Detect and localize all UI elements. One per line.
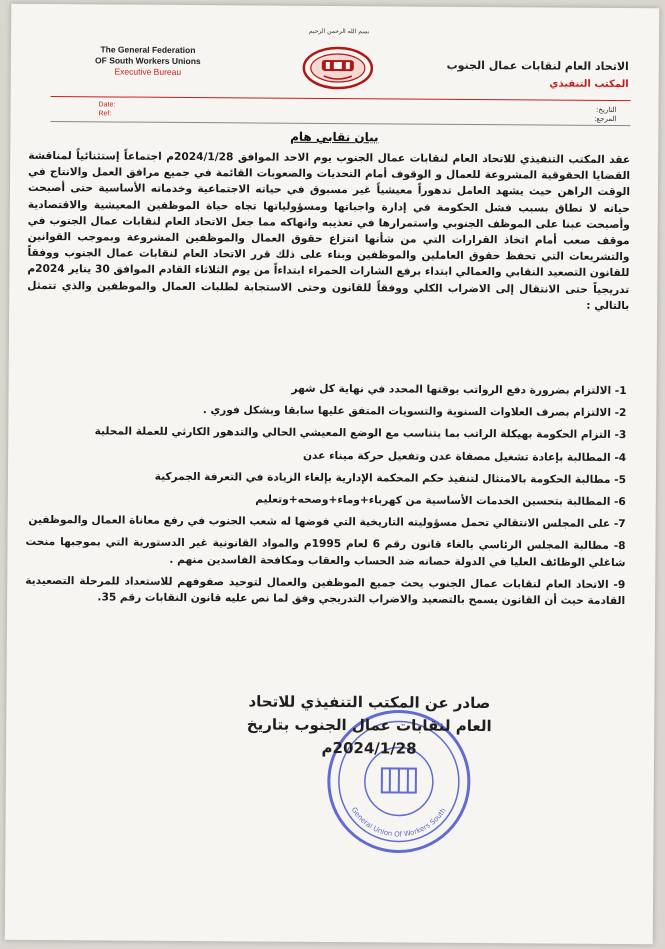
org-en-sub: Executive Bureau bbox=[114, 66, 182, 77]
federation-logo-icon bbox=[302, 46, 374, 91]
basmala: بسم الله الرحمن الرحيم bbox=[308, 27, 370, 36]
statement-title: بيان نقابي هام bbox=[290, 129, 379, 145]
org-name-english bbox=[63, 44, 233, 78]
statement-intro bbox=[27, 148, 630, 314]
svg-text:General Union Of Workers South bbox=[349, 806, 447, 839]
signature-line2: العام لنقابات عمال الجنوب بتاريخ 2024/1/28م bbox=[246, 715, 492, 758]
demand-item: 5- مطالبة الحكومة بالامتثال لتنفيذ حكم المحكمة الإدارية بإلغاء الزيادة في التعرفة الجمركية bbox=[154, 470, 627, 486]
demand-item: 6- المطالبة بتحسين الخدمات الأساسية من كهرباء+وماء+وصحه+وتعليم bbox=[255, 493, 626, 509]
ref-label-ar: المرجع: bbox=[594, 114, 617, 123]
intro-paragraph: عقد المكتب التنفيذي للاتحاد العام لنقابات عمال الجنوب يوم الاحد الموافق 2024/1/28م اجتماعاً إستثنائياً لمناقشة القضايا الحقوقية المشروعة للعمال و الوقوف أمام التحديات والصعوبات القائمة في جميع مرافق العمل والانتاج في الوقت الراهن حيث يشهد العامل تدهوراً معيشياً غير مسبوق في حياته الاجتماعية وخدماته الأساسية حتى أصبحت حياته لا تطاق بسبب فشل الحكومة في إدارة واجباتها ومسؤولياتها تجاه حياة الموظفين المعيشية والاقتصادية وأصبحت عبنا على الموظف الجنوبي واستمرارها في تعذيبه وانهاكه مما جعل الاتحاد العام لنقابات عمال الجنوب في موقف صعب أمام اتخاذ القرارات التي من شأنها انتزاع حقوق العمال والموظفين المشروعة وبموجب القوانين والتشريعات التي تحفظ حقوق العاملين والموظفين وبناء على ذلك قرر الاتحاد العام لنقابات عمال الجنوب ووفقاً للقانون التصعيد النقابي والعمالي ابتداء برفع الشارات الحمراء ابتداءاً من يوم الثلاثاء القادم الموافق 30 يناير 2024م تدريجياً حتى الانتقال إلى الاضراب الكلي ووفقاً للقانون وحتى الاستجابة لطلبات العمال والموظفين والذي تتمثل بالتالي : bbox=[27, 149, 631, 312]
org-en-line1: The General Federation bbox=[100, 44, 196, 56]
date-ref-english bbox=[98, 100, 115, 118]
subheader-divider bbox=[50, 121, 630, 126]
demand-item: 3- التزام الحكومة بهيكلة الراتب بما يتناسب مع الوضع المعيشي الحالي والتدهور الكارثي للعملة المحلية bbox=[94, 425, 627, 442]
date-label-en: Date: bbox=[98, 101, 116, 109]
org-ar-sub: المكتب التنفيذي bbox=[549, 78, 629, 91]
demand-item: 8- مطالبة المجلس الرئاسي بالغاء قانون رقم 6 لعام 1995م والمواد القانونية غير الدستورية التي بموجبها منحت شاغلي الوظائف العليا في الدولة حصانه ضد الحساب والعقاب ومكافحة الفاسدين منهم . bbox=[25, 536, 626, 569]
org-en-line2: OF South Workers Unions bbox=[95, 55, 201, 67]
letter-page bbox=[5, 4, 660, 945]
header-divider bbox=[51, 96, 631, 101]
date-label-ar: التاريخ: bbox=[595, 105, 617, 114]
org-ar-line: الاتحاد العام لنقابات عمال الجنوب bbox=[446, 58, 629, 74]
demand-item: 1- الالتزام بضرورة دفع الرواتب بوقتها المحدد في نهاية كل شهر bbox=[291, 382, 627, 398]
demand-item: 2- الالتزام بصرف العلاوات السنوية والتسويات المتفق عليها سابقا وبشكل فوري . bbox=[202, 404, 627, 420]
org-name-arabic bbox=[409, 57, 629, 95]
ref-label-en: Ref: bbox=[98, 110, 112, 118]
signature-line1: صادر عن المكتب التنفيذي للاتحاد bbox=[248, 692, 491, 713]
signature-block bbox=[234, 690, 504, 761]
demand-item: 4- المطالبة بإعادة تشغيل مصفاة عدن وتفعيل حركة ميناء عدن bbox=[302, 449, 627, 464]
stamp-text: General Union Of Workers South bbox=[349, 806, 448, 839]
demand-item: 7- على المجلس الانتقالي تحمل مسؤوليته التاريخية التي فوضها له شعب الجنوب في رفع معاناة العمال والموظفين bbox=[28, 514, 626, 531]
demands-list bbox=[25, 379, 627, 615]
demand-item: 9- الاتحاد العام لنقابات عمال الجنوب يحث جميع الموظفين والعمال لتوحيد صفوفهم للاستعداد للمرحلة التصعيدية القادمة حيث أن القانون يسمح بالتصعيد والاضراب التدريجي وفق لما نص عليه قانون النقابات رقم 35. bbox=[25, 574, 626, 608]
date-ref-arabic bbox=[594, 106, 617, 124]
